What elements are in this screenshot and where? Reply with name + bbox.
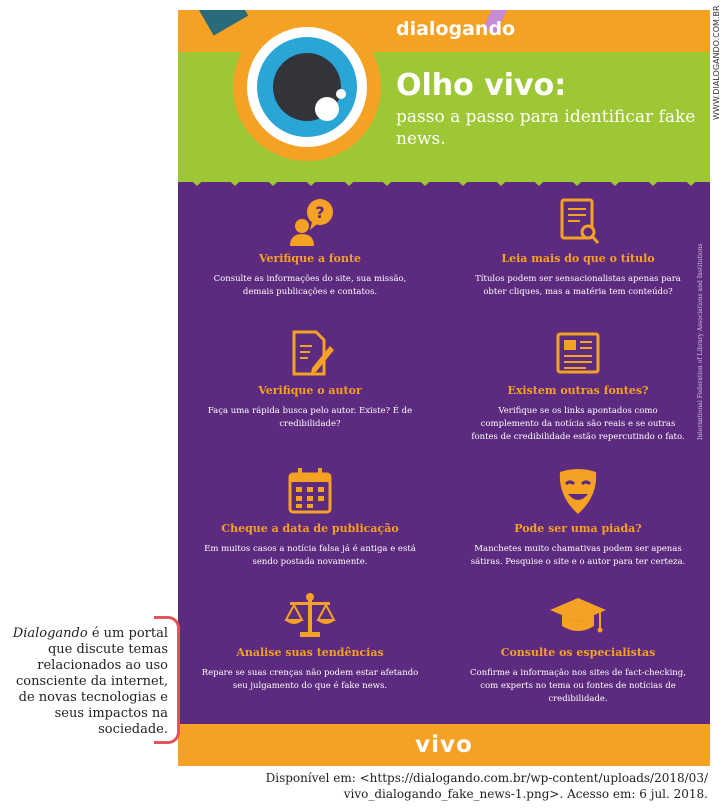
caption: [2, 626, 168, 738]
tip-other-sources: [468, 328, 688, 444]
page-title: Olho vivo:: [396, 68, 567, 103]
mask-icon: [550, 466, 606, 516]
person-question-icon: [282, 196, 338, 246]
tip-check-source: [200, 196, 420, 299]
watermark-url: WWW.DIALOGANDO.COM.BR: [712, 5, 721, 120]
graduation-cap-icon: [550, 590, 606, 640]
page-subtitle: passo a passo para identificar fake news.: [396, 107, 696, 149]
tip-title: Cheque a data de publicação: [221, 522, 399, 535]
tip-title: Leia mais do que o título: [501, 252, 655, 265]
tip-body: Repare se suas crenças não podem estar afetando seu julgamento do que é fake news.: [201, 668, 419, 691]
footer-logo: vivo: [415, 732, 473, 758]
zigzag-divider: [178, 160, 710, 190]
tip-check-author: [200, 328, 420, 431]
brand-logo: dialogando: [396, 18, 516, 40]
tip-body: Manchetes muito chamativas podem ser apenas sátiras. Pesquise o site e o autor para ter certeza.: [470, 544, 686, 567]
source-citation: Disponível em: <https://dialogando.com.br/wp-content/uploads/2018/03/ vivo_dialogando_fake_news-1.png>. Acesso em: 6 jul. 2018.: [265, 771, 708, 801]
tip-body: Verifique se os links apontados como complemento da notícia são reais e se outras fontes de credibilidade estão repercutindo o fato.: [471, 406, 685, 442]
tip-title: Pode ser uma piada?: [514, 522, 642, 535]
scale-icon: [282, 590, 338, 640]
tip-read-more: [468, 196, 688, 299]
eye-icon: [232, 12, 382, 162]
document-pen-icon: [282, 328, 338, 378]
document-search-icon: [550, 196, 606, 246]
svg-text:?: ?: [315, 203, 325, 222]
tip-body: Títulos podem ser sensacionalistas apenas para obter cliques, mas a matéria tem conteúdo?: [475, 274, 681, 297]
tip-title: Verifique o autor: [258, 384, 362, 397]
tip-body: Consulte as informações do site, sua missão, demais publicações e contatos.: [213, 274, 407, 297]
tip-title: Verifique a fonte: [258, 252, 362, 265]
tip-check-date: [200, 466, 420, 569]
tip-biases: [200, 590, 420, 693]
caption-text: é um portal que discute temas relacionados ao uso consciente da internet, de novas tecnologias e seus impactos na sociedade.: [16, 626, 168, 737]
tip-body: Faça uma rápida busca pelo autor. Existe? É de credibilidade?: [207, 406, 413, 429]
tip-body: Confirme a informação nos sites de fact-checking, com experts no tema ou fontes de notícias de credibilidade.: [470, 668, 686, 704]
tip-joke: [468, 466, 688, 569]
newspaper-icon: [550, 328, 606, 378]
infographic-poster: [178, 10, 710, 766]
tip-title: Consulte os especialistas: [500, 646, 656, 659]
tip-experts: [468, 590, 688, 706]
tip-body: Em muitos casos a notícia falsa já é antiga e está sendo postada novamente.: [204, 544, 416, 567]
tip-title: Existem outras fontes?: [507, 384, 649, 397]
side-credit: International Federation of Library Associations and Institutions: [697, 243, 704, 440]
tip-title: Analise suas tendências: [236, 646, 384, 659]
bottom-bar: [178, 724, 710, 766]
calendar-icon: [282, 466, 338, 516]
caption-emphasis: Dialogando: [12, 626, 88, 641]
